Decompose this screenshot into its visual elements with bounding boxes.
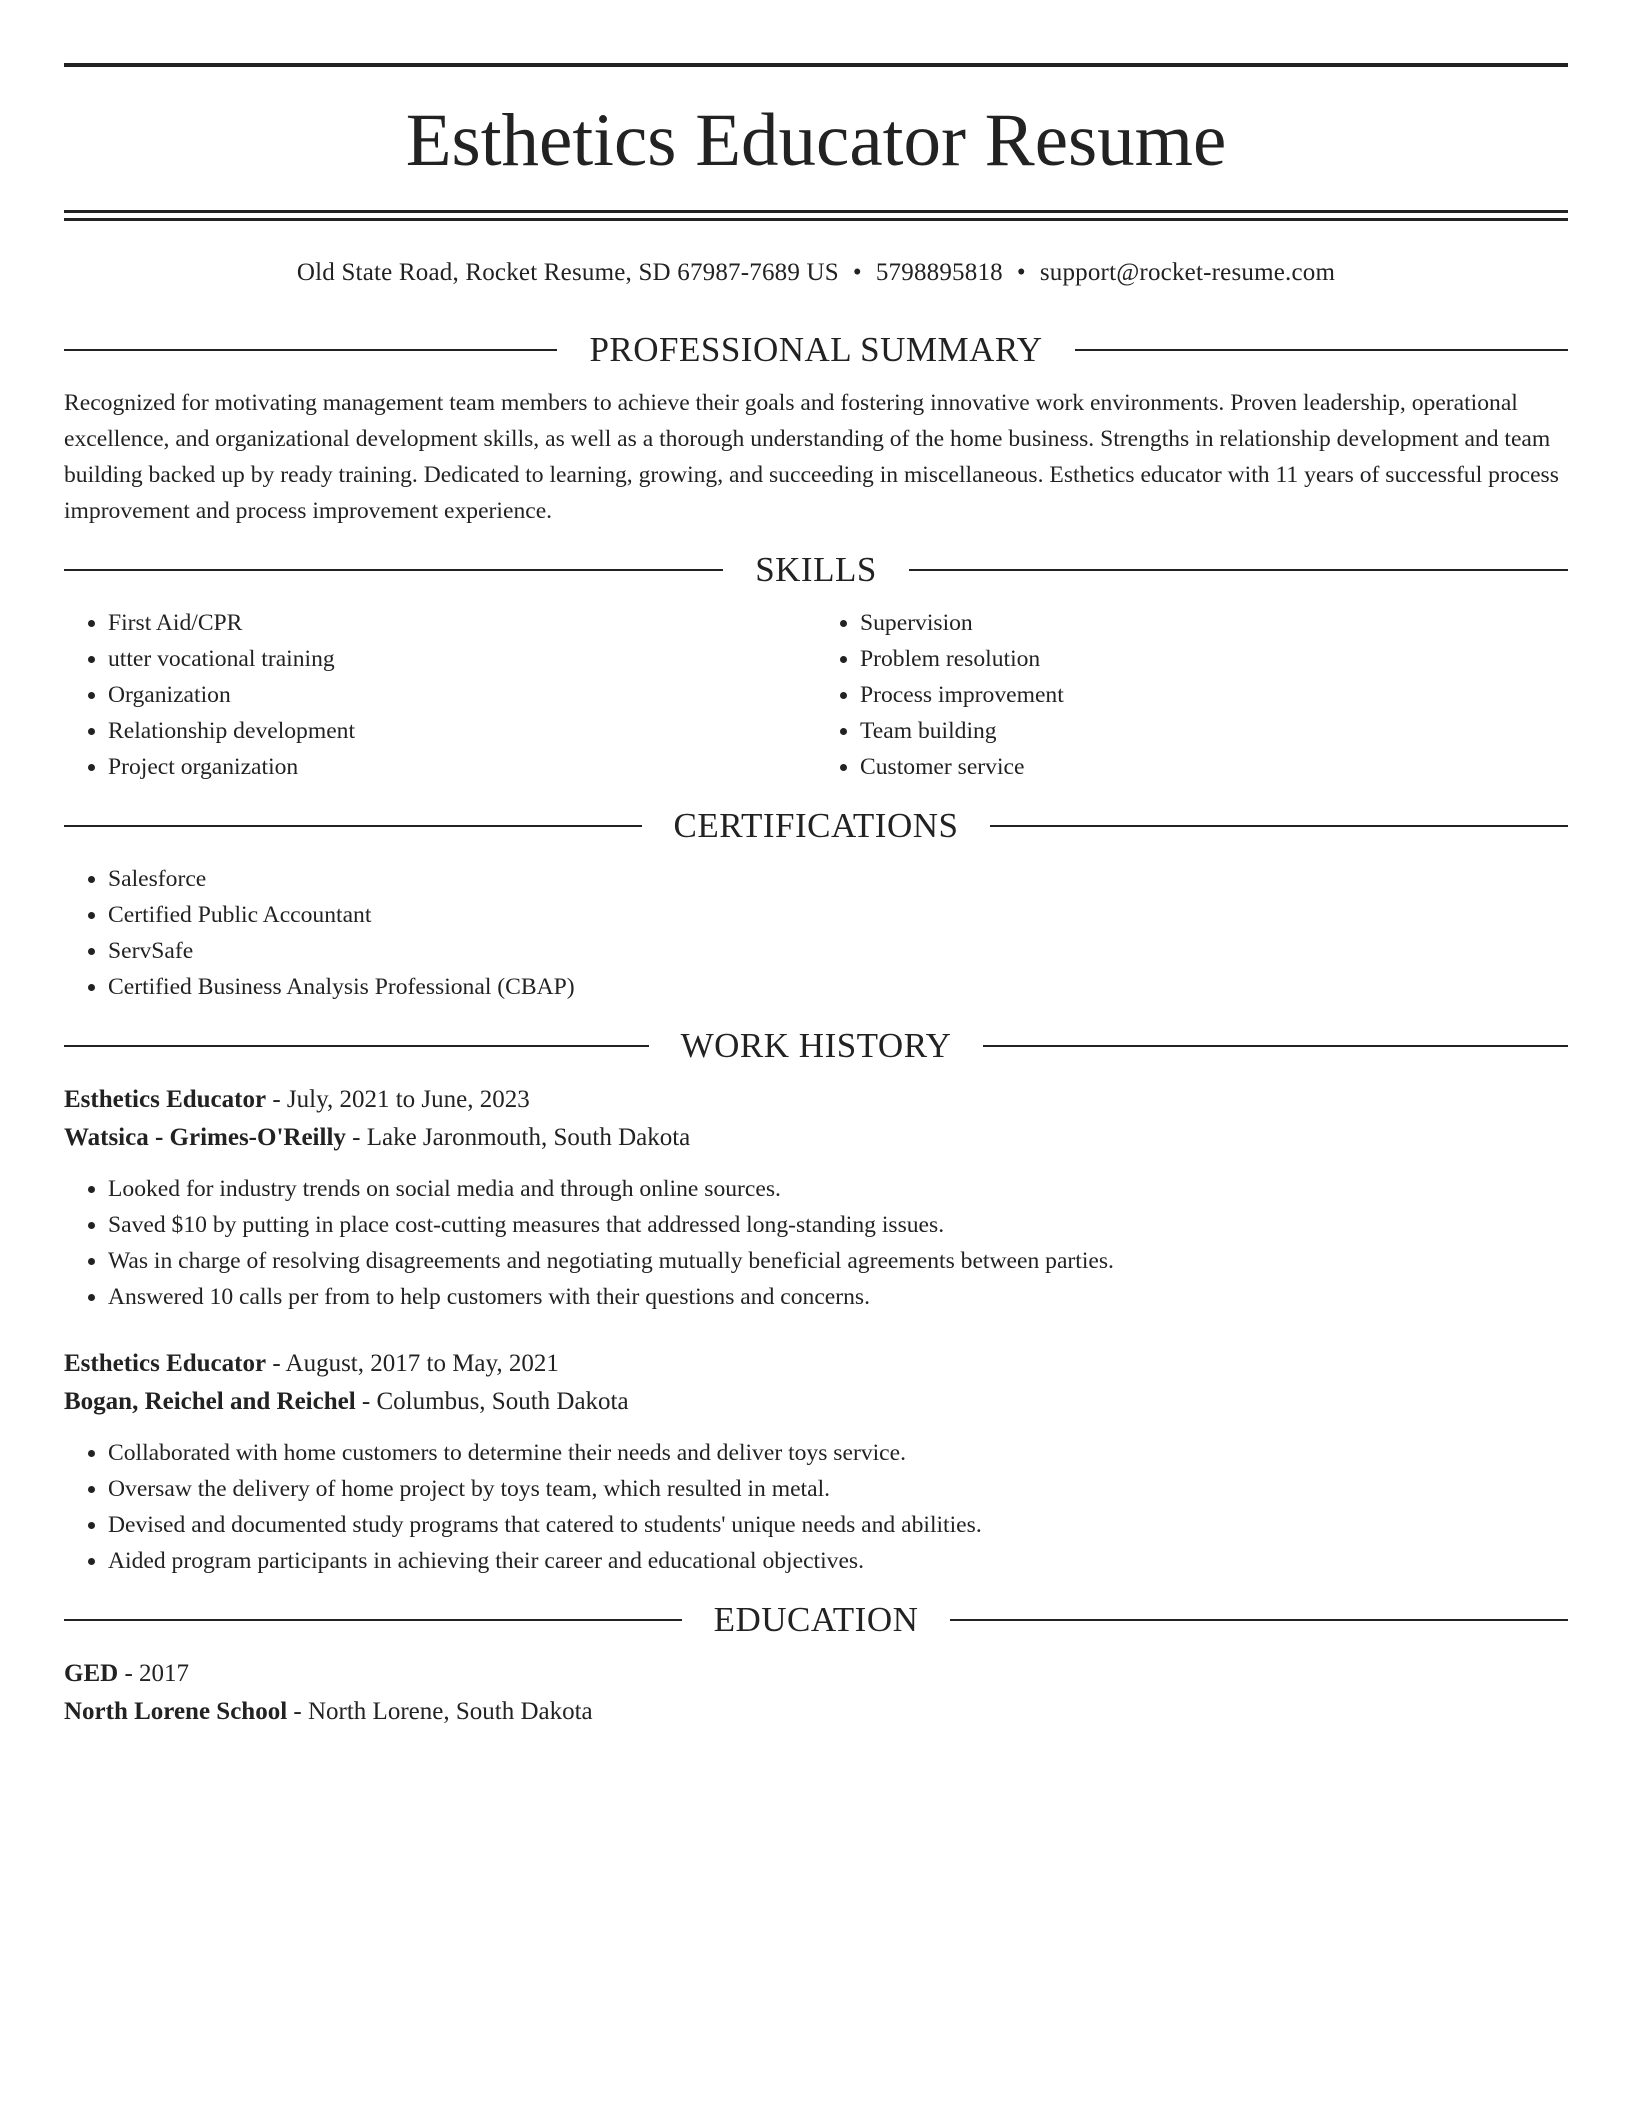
education-entry — [64, 1655, 1568, 1731]
heading-rule — [64, 1619, 682, 1621]
summary-text: Recognized for motivating management team members to achieve their goals and fostering innovative work environments. Proven leadership, operational excellence, and organizational development skills, as well as a thorough understanding of the home business. Strengths in relationship development and team building backed up by ready training. Dedicated to learning, growing, and succeeding in miscellaneous. Esthetics educator with 11 years of successful process improvement and process improvement experience. — [64, 390, 1559, 524]
job-title: Esthetics Educator — [64, 1350, 267, 1377]
job-entry — [64, 1081, 1568, 1315]
top-rule — [64, 63, 1568, 67]
section-heading-work — [64, 1025, 1568, 1067]
heading-rule — [983, 1045, 1568, 1047]
job-company-line — [64, 1383, 1568, 1421]
resume-page — [64, 0, 1568, 1731]
work-heading: WORK HISTORY — [680, 1026, 952, 1065]
list-item: • Collaborated with home customers to determine their needs and deliver toys service. — [108, 1435, 1568, 1471]
list-item: • Answered 10 calls per from to help customers with their questions and concerns. — [108, 1279, 1568, 1315]
list-item: • Relationship development — [108, 713, 816, 749]
list-item: • Organization — [108, 677, 816, 713]
list-item: • Was in charge of resolving disagreements and negotiating mutually beneficial agreements between parties. — [108, 1243, 1568, 1279]
heading-rule — [64, 825, 642, 827]
heading-rule — [1075, 349, 1568, 351]
skills-list-left — [64, 605, 816, 785]
job-bullets — [64, 1435, 1568, 1579]
section-heading-skills — [64, 549, 1568, 591]
education-heading: EDUCATION — [713, 1600, 919, 1639]
job-title: Esthetics Educator — [64, 1086, 267, 1113]
list-item: • Supervision — [860, 605, 1568, 641]
list-item: • Certified Public Accountant — [108, 897, 1568, 933]
list-item: • Saved $10 by putting in place cost-cutting measures that addressed long-standing issues. — [108, 1207, 1568, 1243]
certifications-list — [64, 861, 1568, 1005]
job-location: - Lake Jaronmouth, South Dakota — [345, 1124, 691, 1151]
section-heading-education — [64, 1599, 1568, 1641]
section-heading-summary — [64, 329, 1568, 371]
degree-year: - 2017 — [118, 1660, 190, 1687]
summary-heading: PROFESSIONAL SUMMARY — [589, 330, 1043, 369]
degree: GED — [64, 1660, 119, 1687]
list-item: • First Aid/CPR — [108, 605, 816, 641]
list-item: • Oversaw the delivery of home project by toys team, which resulted in metal. — [108, 1471, 1568, 1507]
job-entry — [64, 1345, 1568, 1579]
job-location: - Columbus, South Dakota — [355, 1388, 629, 1415]
job-company: Bogan, Reichel and Reichel — [64, 1388, 356, 1415]
list-item: • Customer service — [860, 749, 1568, 785]
title-double-rule — [64, 210, 1568, 221]
list-item: • utter vocational training — [108, 641, 816, 677]
job-dates: - August, 2017 to May, 2021 — [266, 1350, 559, 1377]
job-company-line — [64, 1119, 1568, 1157]
school-location: - North Lorene, South Dakota — [287, 1698, 593, 1725]
job-bullets — [64, 1171, 1568, 1315]
contact-line — [64, 259, 1568, 287]
job-title-line — [64, 1081, 1568, 1119]
list-item: • Project organization — [108, 749, 816, 785]
heading-rule — [64, 1045, 649, 1047]
certifications-heading: CERTIFICATIONS — [673, 806, 959, 845]
school-line — [64, 1693, 1568, 1731]
heading-rule — [64, 349, 557, 351]
heading-rule — [64, 569, 723, 571]
job-company: Watsica - Grimes-O'Reilly — [64, 1124, 346, 1151]
list-item: • Looked for industry trends on social media and through online sources. — [108, 1171, 1568, 1207]
contact-email: support@rocket-resume.com — [1039, 259, 1336, 286]
heading-rule — [990, 825, 1568, 827]
section-heading-certifications — [64, 805, 1568, 847]
contact-separator: • — [1016, 259, 1026, 286]
degree-line — [64, 1655, 1568, 1693]
list-item: • Certified Business Analysis Professional (CBAP) — [108, 969, 1568, 1005]
skills-list-right — [816, 605, 1568, 785]
list-item: • Aided program participants in achieving their career and educational objectives. — [108, 1543, 1568, 1579]
skills-heading: SKILLS — [755, 550, 877, 589]
job-dates: - July, 2021 to June, 2023 — [266, 1086, 530, 1113]
list-item: • Devised and documented study programs that catered to students' unique needs and abilities. — [108, 1507, 1568, 1543]
list-item: • Problem resolution — [860, 641, 1568, 677]
school-name: North Lorene School — [64, 1698, 288, 1725]
list-item: • Salesforce — [108, 861, 1568, 897]
contact-address: Old State Road, Rocket Resume, SD 67987-7689 US — [296, 259, 839, 286]
skills-grid — [64, 605, 1568, 785]
heading-rule — [950, 1619, 1568, 1621]
job-title-line — [64, 1345, 1568, 1383]
heading-rule — [909, 569, 1568, 571]
contact-phone: 5798895818 — [875, 259, 1003, 286]
list-item: • ServSafe — [108, 933, 1568, 969]
resume-title: Esthetics Educator Resume — [405, 99, 1227, 182]
contact-separator: • — [852, 259, 862, 286]
list-item: • Process improvement — [860, 677, 1568, 713]
list-item: • Team building — [860, 713, 1568, 749]
